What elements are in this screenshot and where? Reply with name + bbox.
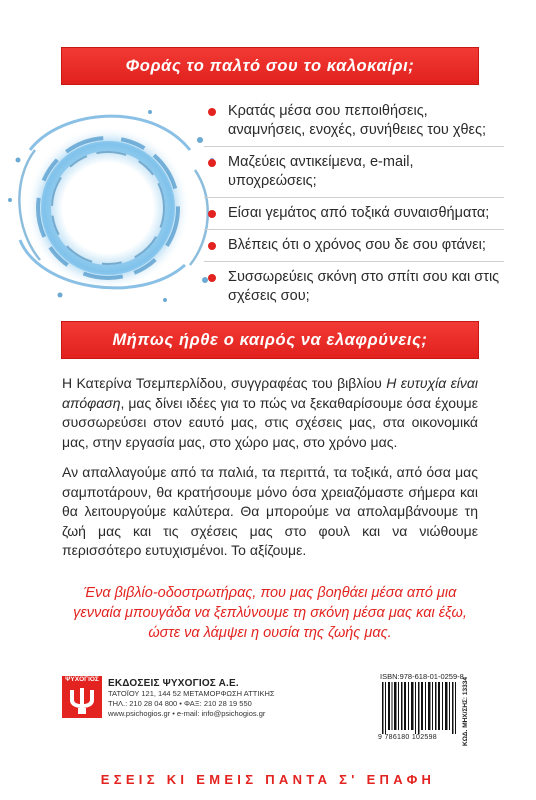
publisher-name: ΕΚΔΟΣΕΙΣ ΨΥΧΟΓΙΟΣ Α.Ε. [108, 678, 239, 689]
product-code: ΚΩΔ. ΜΗΧ/ΣΗΣ: 13334 [462, 677, 469, 746]
top-banner [62, 48, 478, 84]
body-paragraph: Αν απαλλαγούμε από τα παλιά, τα περιττά, τα τοξικά, από όσα μας σαμποτάρουν, θα κρατήσουμε μόνο όσα χρειαζόμαστε σήμερα και θα λειτουργούμε καλύτερα. Θα μπορούμε να απολαμβάνουμε τη ζωή μας και τις σχέσεις μας στο φουλ και να νιώθουμε περισσότερο ευτυχισμένοι. Το αξίζουμε. [62, 464, 478, 558]
publisher-phone: ΤΗΛ.: 210 28 04 800 • ΦΑΞ: 210 28 19 550 [108, 699, 252, 708]
red-dot-icon [208, 242, 216, 250]
publisher-footer [62, 672, 478, 762]
list-item-text: Είσαι γεμάτος από τοξικά συναισθήματα; [228, 205, 490, 221]
list-item [204, 229, 504, 261]
list-item-text: Βλέπεις ότι ο χρόνος σου δε σου φτάνει; [228, 237, 486, 253]
publisher-info [108, 678, 328, 719]
list-item-text: Συσσωρεύεις σκόνη στο σπίτι σου και στις σχέσεις σου; [228, 269, 500, 304]
list-item [204, 261, 504, 312]
question-list [204, 96, 504, 312]
red-dot-icon [208, 274, 216, 282]
book-title: Η ευτυχία είναι απόφαση [62, 375, 478, 411]
list-item-text: Μαζεύεις αντικείμενα, e-mail, υποχρεώσεις; [228, 154, 414, 189]
list-item [204, 146, 504, 197]
red-dot-icon [208, 210, 216, 218]
logo-text: ΨΥΧΟΓΙΟΣ [65, 676, 99, 683]
list-item [204, 96, 504, 146]
tagline: ΕΣΕΙΣ ΚΙ ΕΜΕΙΣ ΠΑΝΤΑ Σ' ΕΠΑΦΗ [100, 772, 436, 787]
red-dot-icon [208, 108, 216, 116]
psi-logo-icon [62, 676, 102, 718]
intro-paragraph [62, 374, 478, 452]
top-banner-text: Φοράς το παλτό σου το καλοκαίρι; [125, 57, 415, 75]
isbn-label: ISBN:978-618-01-0259-8 [380, 672, 464, 681]
publisher-web: www.psichogios.gr • e-mail: info@psichogios.gr [108, 709, 266, 718]
barcode-icon [380, 682, 458, 734]
middle-banner-text: Μήπως ήρθε ο καιρός να ελαφρύνεις; [112, 331, 428, 349]
publisher-address: ΤΑΤΟΪΟΥ 121, 144 52 ΜΕΤΑΜΟΡΦΩΣΗ ΑΤΤΙΚΗΣ [108, 689, 275, 698]
intro-text-end: , μας δίνει ιδέες για το πώς να ξεκαθαρίσουμε όσα έχουμε συσσωρεύσει στον εαυτό μας, στις σχέσεις μας, στα οικονομικά μας, στην εργασία μας, στο χώρο μας, στο χρόνο μας. [62, 394, 478, 450]
isbn-digits: 9 786180 102598 [378, 734, 437, 741]
list-item [204, 197, 504, 229]
list-item-text: Κρατάς μέσα σου πεποιθήσεις, αναμνήσεις, ενοχές, συνήθειες του χθες; [228, 103, 486, 138]
water-splash-illustration [0, 90, 230, 320]
quote-text: Ένα βιβλίο-οδοστρωτήρας, που μας βοηθάει μέσα από μια γενναία μπουγάδα να ξεπλύνουμε τη σκόνη μέσα μας και έξω, ώστε να λάμψει η ουσία της ζωής μας. [73, 585, 467, 641]
intro-text-start: Η Κατερίνα Τσεμπερλίδου, συγγραφέας του βιβλίου [62, 375, 387, 391]
red-dot-icon [208, 159, 216, 167]
isbn-block [378, 670, 474, 750]
middle-banner [62, 322, 478, 358]
